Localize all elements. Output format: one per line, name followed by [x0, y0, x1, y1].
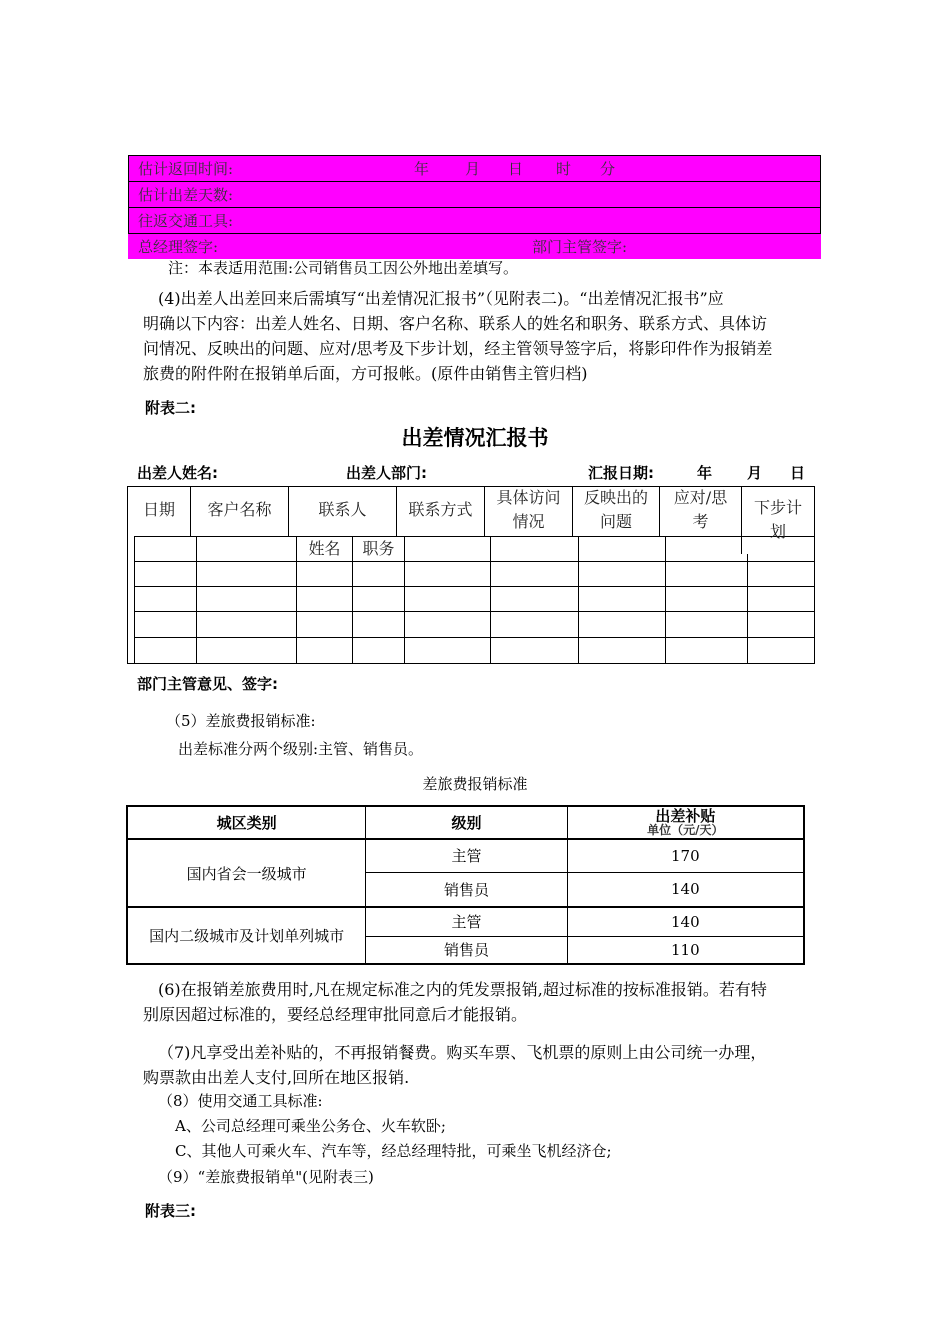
amount-cell: 140 [567, 907, 804, 936]
col-response-2: 考 [692, 512, 709, 531]
item7-line-1: （7)凡享受出差补贴的，不再报销餐费。购买车票、飞机票的原则上由公司统一办理， [158, 1043, 767, 1062]
th-city: 城区类别 [127, 806, 366, 839]
item4-paragraph [143, 286, 823, 386]
level-cell: 主管 [366, 907, 567, 936]
col-issues-2: 问题 [599, 512, 632, 531]
item4-line-4: 旅费的附件附在报销单后面，方可报帐。(原件由销售主管归档) [143, 364, 588, 383]
gm-sign-label: 总经理签字: [138, 238, 219, 256]
unit-year: 年 [414, 160, 430, 178]
item7-paragraph [143, 1040, 823, 1090]
table-row [127, 907, 804, 936]
dept-opinion: 部门主管意见、签字: [137, 675, 278, 693]
standard-table [126, 805, 805, 965]
appendix2-label: 附表二: [145, 399, 196, 417]
item9-line: （9）“差旅费报销单"(见附表三) [158, 1168, 374, 1186]
amount-cell: 110 [567, 936, 804, 964]
col-contact-name: 姓名 [308, 539, 341, 558]
form-note: 注：本表适用范围:公司销售员工因公外地出差填写。 [168, 259, 519, 277]
table-row [127, 839, 804, 872]
report-month: 月 [747, 464, 763, 482]
days-label: 估计出差天数: [138, 186, 234, 204]
item6-paragraph [143, 977, 823, 1027]
col-plan-2: 划 [769, 522, 786, 541]
unit-hour: 时 [556, 160, 572, 178]
item4-line-3: 问情况、反映出的问题、应对/思考及下步计划，经主管领导签字后，将影印件作为报销差 [143, 339, 773, 358]
item6-line-2: 别原因超过标准的，要经总经理审批同意后才能报销。 [143, 1005, 528, 1024]
report-year: 年 [697, 464, 713, 482]
report-day: 日 [790, 464, 806, 482]
col-visit-2: 情况 [512, 512, 545, 531]
transport-label: 往返交通工具: [138, 212, 234, 230]
col-plan-1: 下步计 [753, 498, 802, 517]
level-cell: 销售员 [366, 936, 567, 964]
item8-a: A、公司总经理可乘坐公务仓、火车软卧; [175, 1117, 446, 1135]
level-cell: 主管 [366, 839, 567, 872]
standard-table-title: 差旅费报销标准 [422, 775, 528, 793]
col-response-1: 应对/思 [673, 488, 728, 507]
item5-line: 出差标准分两个级别:主管、销售员。 [178, 740, 424, 758]
return-time-label: 估计返回时间: [138, 160, 234, 178]
unit-day: 日 [508, 160, 524, 178]
th-level: 级别 [366, 806, 567, 839]
item5-heading: （5）差旅费报销标准: [166, 712, 316, 730]
item6-line-1: (6)在报销差旅费用时,凡在规定标准之内的凭发票报销,超过标准的按标准报销。若有特 [158, 980, 767, 999]
form-border [128, 155, 821, 233]
city-cell: 国内省会一级城市 [127, 839, 366, 907]
col-contact-method: 联系方式 [408, 500, 473, 519]
col-contact-title: 职务 [362, 539, 395, 558]
col-date: 日期 [142, 500, 175, 519]
dept-label: 出差人部门: [346, 464, 427, 482]
signature-row [128, 233, 821, 259]
dept-sign-label: 部门主管签字: [532, 238, 628, 256]
item4-line-1: (4)出差人出差回来后需填写“出差情况汇报书”（见附表二)。“出差情况汇报书”应 [158, 289, 724, 308]
th-allowance-label: 出差补贴 [655, 806, 716, 825]
appendix3-label: 附表三: [145, 1202, 196, 1220]
item8-c: C、其他人可乘火车、汽车等，经总经理特批，可乘坐飞机经济仓; [175, 1142, 612, 1160]
col-contact: 联系人 [318, 500, 367, 519]
col-visit-1: 具体访问 [496, 488, 561, 507]
th-allowance-unit: 单位（元/天） [647, 822, 724, 837]
item4-line-2: 明确以下内容：出差人姓名、日期、客户名称、联系人的姓名和职务、联系方式、具体访 [143, 314, 768, 333]
report-title: 出差情况汇报书 [401, 426, 549, 450]
name-label: 出差人姓名: [137, 464, 218, 482]
travel-form-block [128, 155, 821, 259]
th-allowance [567, 806, 804, 839]
col-issues-1: 反映出的 [583, 488, 648, 507]
col-client: 客户名称 [207, 500, 272, 519]
unit-minute: 分 [600, 160, 616, 178]
report-date-label: 汇报日期: [588, 464, 654, 482]
amount-cell: 140 [567, 872, 804, 907]
item8-heading: （8）使用交通工具标准: [158, 1092, 323, 1110]
item7-line-2: 购票款由出差人支付,回所在地区报销. [143, 1068, 410, 1087]
city-cell: 国内二级城市及计划单列城市 [127, 907, 366, 964]
level-cell: 销售员 [366, 872, 567, 907]
unit-month: 月 [465, 160, 481, 178]
amount-cell: 170 [567, 839, 804, 872]
